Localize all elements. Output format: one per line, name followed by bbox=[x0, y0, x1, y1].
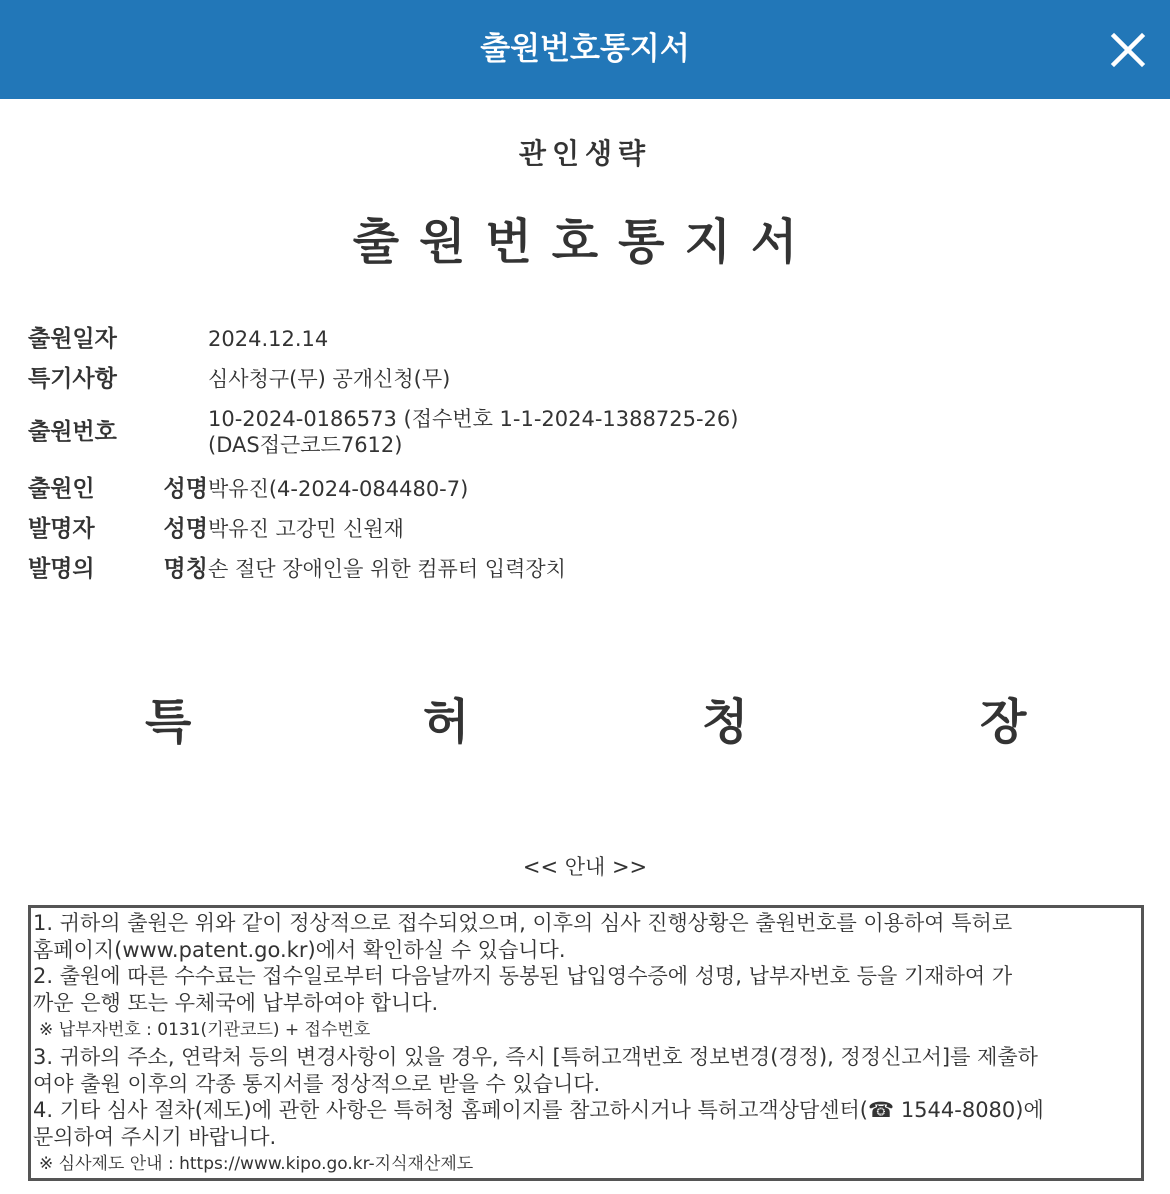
field-applicant-name bbox=[28, 472, 1138, 506]
document-title: 출원번호통지서 bbox=[352, 214, 818, 270]
notice-line: 까운 은행 또는 우체국에 납부하여야 합니다. bbox=[33, 990, 439, 1015]
field-value-line: 박유진(4-2024-084480-7) bbox=[208, 477, 469, 501]
commissioner-char: 허 bbox=[423, 694, 470, 750]
notice-box bbox=[28, 905, 1144, 1181]
notice-subnote: ※ 심사제도 안내 : https://www.kipo.go.kr-지식재산제도 bbox=[39, 1154, 474, 1174]
field-value-line: 심사청구(무) 공개신청(무) bbox=[208, 367, 451, 391]
commissioner-char: 장 bbox=[980, 694, 1027, 750]
field-label: 특기사항 bbox=[28, 366, 117, 392]
field-value bbox=[208, 406, 738, 458]
field-label: 발명의 명칭 bbox=[28, 556, 208, 582]
field-inventor-names bbox=[28, 512, 1138, 546]
notice-line: 문의하여 주시기 바랍니다. bbox=[33, 1124, 277, 1149]
close-button[interactable] bbox=[1104, 26, 1152, 74]
notice-line: 3. 귀하의 주소, 연락처 등의 변경사항이 있을 경우, 즉시 [특허고객번호 정보변경(경정), 정정신고서]를 제출하 bbox=[33, 1045, 1038, 1069]
field-value-line: 10-2024-0186573 (접수번호 1-1-2024-1388725-26) bbox=[208, 407, 739, 431]
field-remarks bbox=[28, 362, 1138, 396]
header-title: 출원번호통지서 bbox=[480, 31, 690, 67]
commissioner-signature bbox=[145, 690, 1030, 754]
field-value bbox=[208, 476, 468, 502]
field-value-line: 손 절단 장애인을 위한 컴퓨터 입력장치 bbox=[208, 557, 566, 581]
commissioner-char: 특 bbox=[145, 694, 192, 750]
close-icon bbox=[1104, 26, 1152, 74]
field-label: 출원인 성명 bbox=[28, 476, 208, 502]
field-value-line: 박유진 고강민 신원재 bbox=[208, 517, 404, 541]
notice-subnote: ※ 납부자번호 : 0131(기관코드) + 접수번호 bbox=[39, 1020, 371, 1040]
field-application-date bbox=[28, 322, 1138, 356]
field-value bbox=[208, 326, 328, 352]
field-label: 발명자 성명 bbox=[28, 516, 208, 542]
commissioner-char: 청 bbox=[702, 694, 749, 750]
notice-heading: << 안내 >> bbox=[522, 855, 648, 879]
notice-line: 4. 기타 심사 절차(제도)에 관한 사항은 특허청 홈페이지를 참고하시거나 특허고객상담센터(☎ 1544-8080)에 bbox=[33, 1098, 1044, 1122]
field-label: 출원번호 bbox=[28, 419, 117, 445]
field-invention-title bbox=[28, 552, 1138, 586]
field-value-line: 2024.12.14 bbox=[208, 327, 329, 351]
field-value bbox=[208, 556, 566, 582]
header-bar bbox=[0, 0, 1170, 99]
field-application-number bbox=[28, 406, 1138, 458]
field-value bbox=[208, 516, 404, 542]
notice-line: 2. 출원에 따른 수수료는 접수일로부터 다음날까지 동봉된 납입영수증에 성명, 납부자번호 등을 기재하여 가 bbox=[33, 964, 1013, 988]
seal-omitted-note: 관인생략 bbox=[518, 137, 652, 170]
notice-line: 홈페이지(www.patent.go.kr)에서 확인하실 수 있습니다. bbox=[33, 937, 566, 962]
field-value bbox=[208, 366, 450, 392]
field-value-line: (DAS접근코드7612) bbox=[208, 433, 403, 457]
notice-line: 여야 출원 이후의 각종 통지서를 정상적으로 받을 수 있습니다. bbox=[33, 1071, 601, 1096]
notice-line: 1. 귀하의 출원은 위와 같이 정상적으로 접수되었으며, 이후의 심사 진행상황은 출원번호를 이용하여 특허로 bbox=[33, 911, 1013, 935]
field-label: 출원일자 bbox=[28, 326, 117, 352]
